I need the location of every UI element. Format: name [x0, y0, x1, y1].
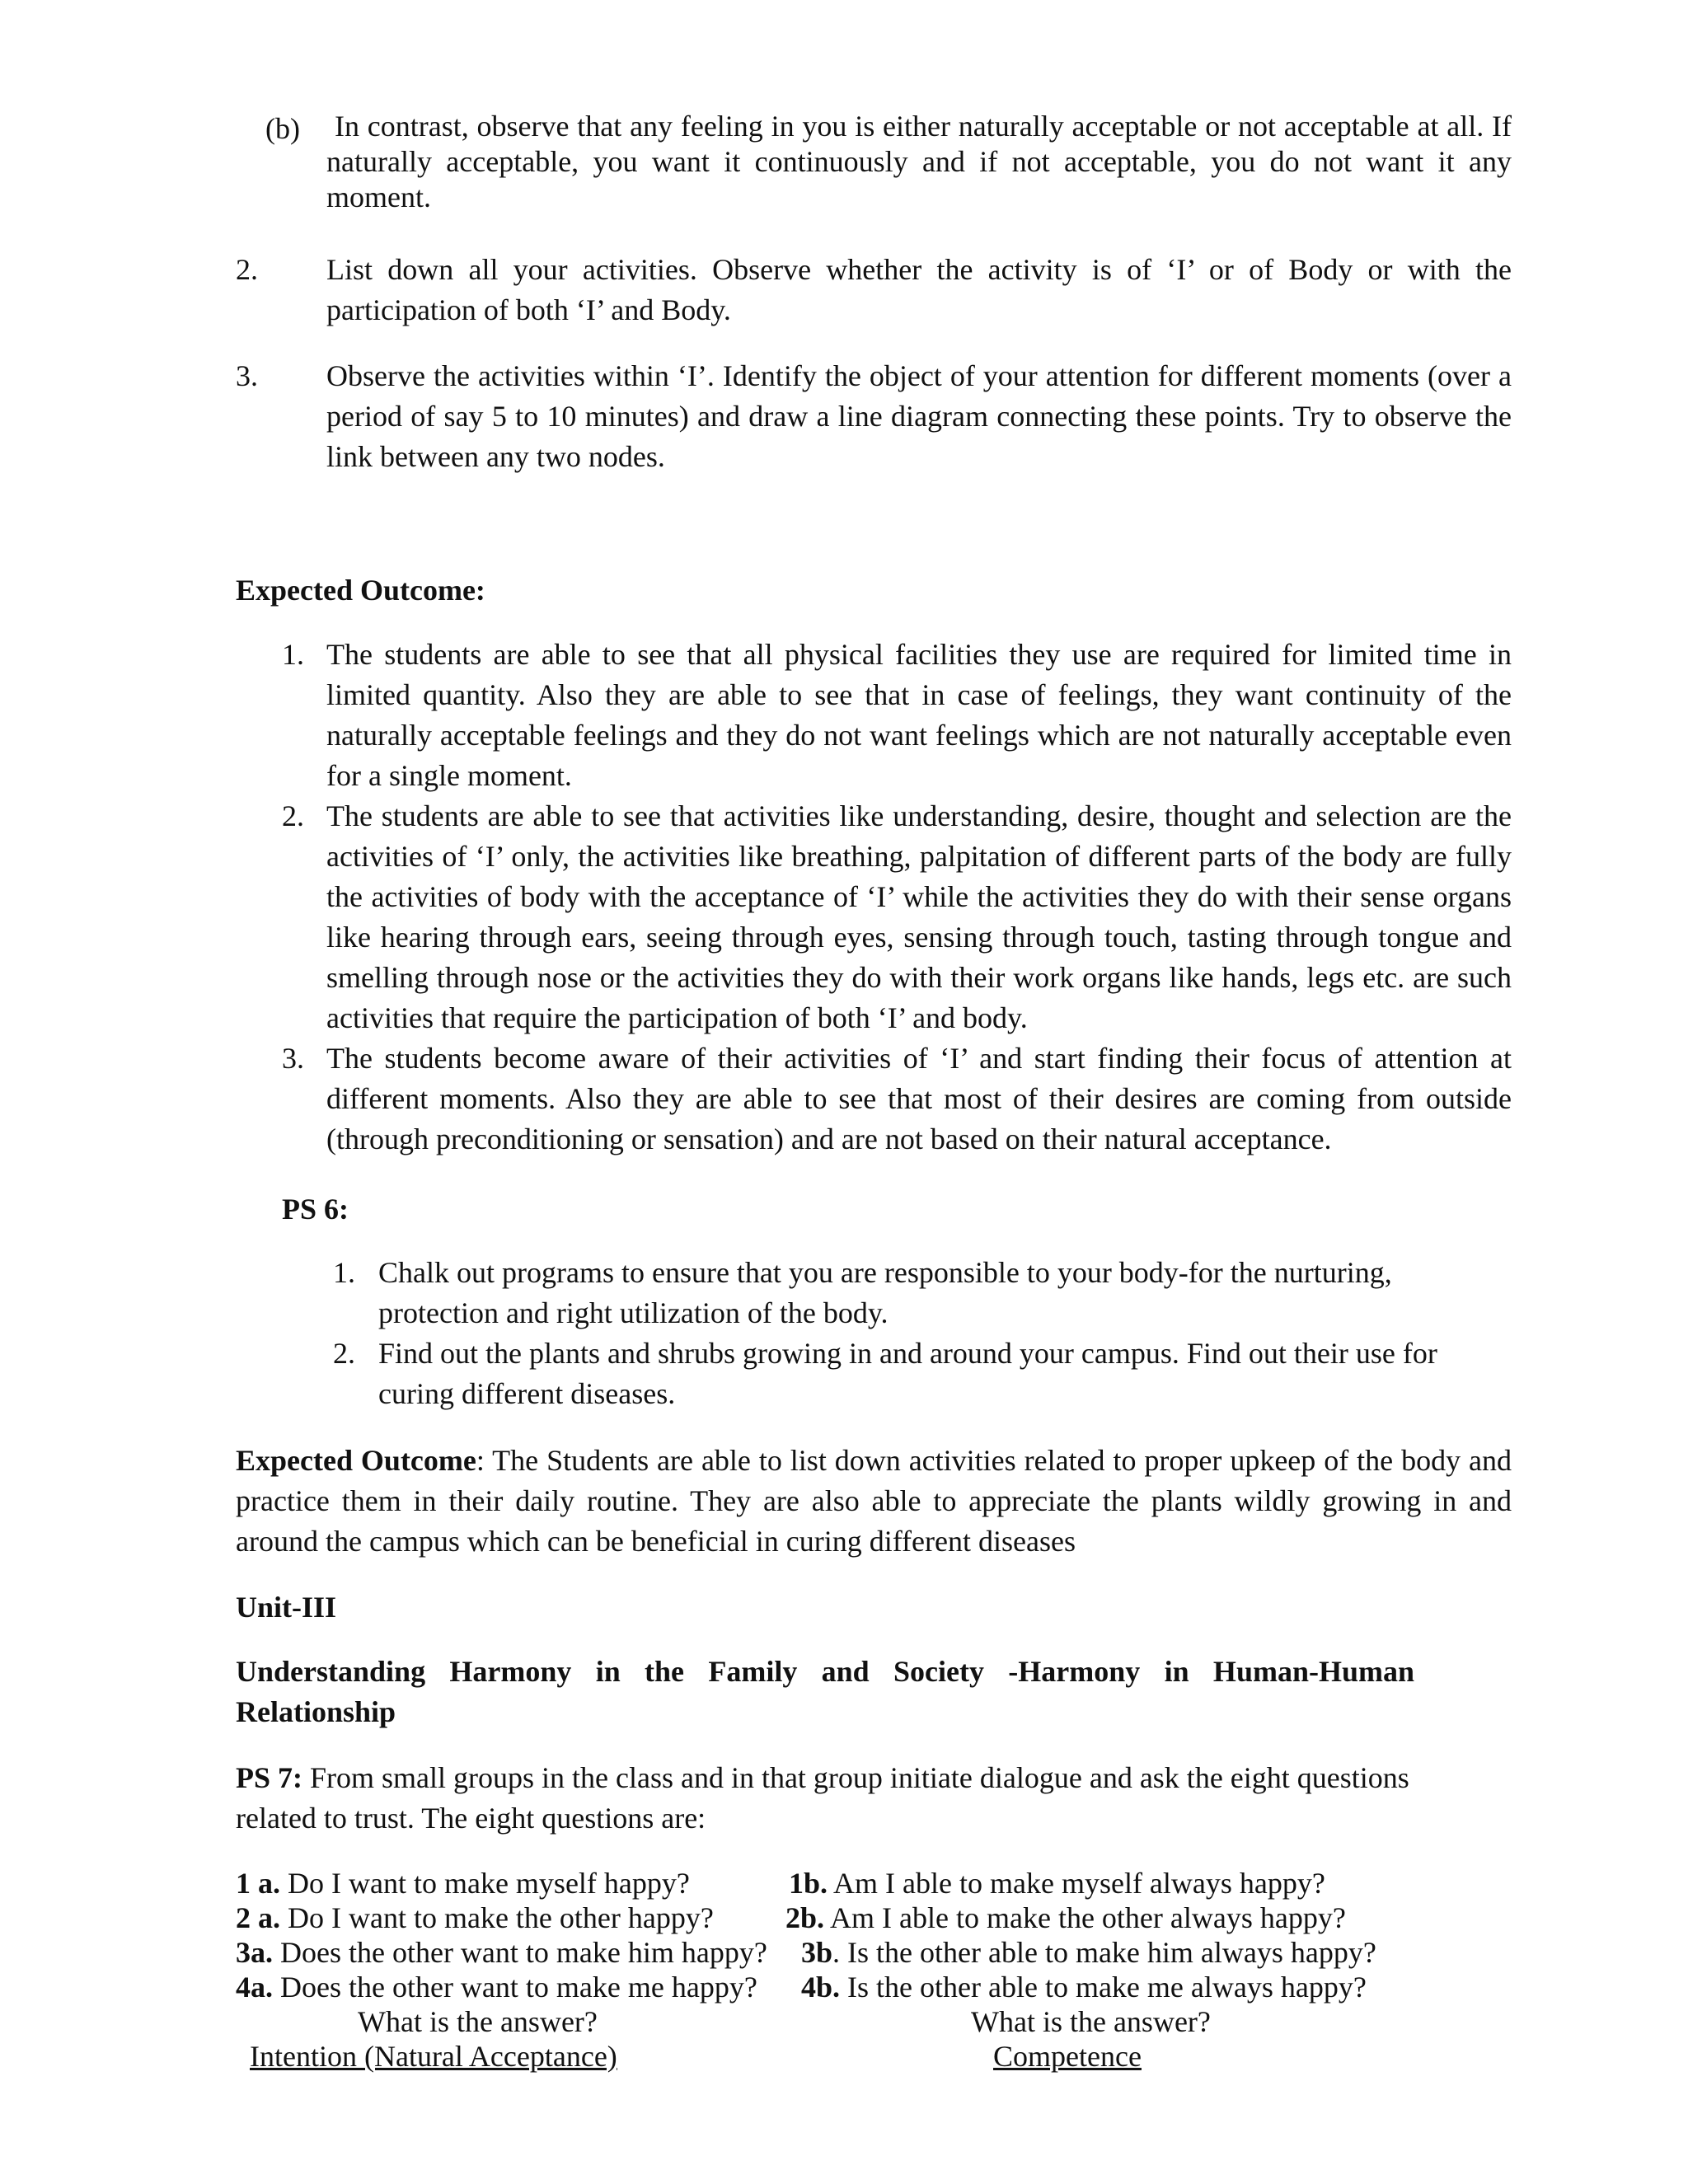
ps7-text: From small groups in the class and in that group initiate dialogue and ask the eight questions related to trust. The eight questions are: [236, 1761, 1409, 1835]
list-text: The students become aware of their activities of ‘I’ and start finding their focus of attention at different moments. Also they are able to see that most of their desires are coming from outside (through preconditioning or sensation) and are not based on their natural acceptance. [326, 1042, 1512, 1155]
item-label: (b) [265, 112, 300, 145]
question-row [236, 1935, 767, 1970]
list-text: The students are able to see that activities like understanding, desire, thought and selection are the activities of ‘I’ only, the activities like breathing, palpitation of different parts of the body are fully the activities of body with the acceptance of ‘I’ while the activities they do with their sense organs like hearing through ears, seeing through eyes, sensing through touch, tasting through tongue and smelling through nose or the activities they do with their work organs like hands, legs etc. are such activities that require the participation of both ‘I’ and body. [326, 799, 1512, 1034]
question-text: . Is the other able to make him always happy? [832, 1936, 1376, 1969]
question-row [801, 1970, 1367, 2004]
question-text: Does the other want to make me happy? [273, 1971, 757, 2004]
list-number: 1. [282, 638, 304, 671]
question-row [236, 1866, 690, 1900]
list-text: Find out the plants and shrubs growing in and around your campus. Find out their use for curing different diseases. [378, 1337, 1437, 1410]
intention-caption: Intention (Natural Acceptance) [250, 2040, 617, 2073]
question-text: Am I able to make myself always happy? [828, 1867, 1325, 1900]
question-label: 2 a. [236, 1901, 280, 1934]
right-answer-prompt: What is the answer? [971, 2005, 1211, 2038]
question-text: Does the other want to make him happy? [273, 1936, 767, 1969]
section-heading: Expected Outcome: [236, 574, 485, 607]
list-text: Chalk out programs to ensure that you are responsible to your body-for the nurturing, protection and right utilization of the body. [378, 1256, 1392, 1329]
question-row [789, 1866, 1325, 1900]
question-label: 1 a. [236, 1867, 280, 1900]
ps7-paragraph [236, 1758, 1497, 1839]
item-text: List down all your activities. Observe whether the activity is of ‘I’ or of Body or with the participation of both ‘I’ and Body. [326, 253, 1512, 326]
left-answer-prompt: What is the answer? [358, 2005, 598, 2038]
question-label: 1b. [789, 1867, 828, 1900]
question-row [801, 1935, 1376, 1970]
item-label: 2. [236, 253, 258, 286]
item-text: Observe the activities within ‘I’. Identify the object of your attention for different moments (over a period of say 5 to 10 minutes) and draw a line diagram connecting these points. Try to observe the link between any two nodes. [326, 359, 1512, 473]
item-label: 3. [236, 359, 258, 392]
question-text: Do I want to make the other happy? [280, 1901, 714, 1934]
expected-outcome-text: : The Students are able to list down activities related to proper upkeep of the body and practice them in their daily routine. They are also able to appreciate the plants wildly growing in and around the campus which can be beneficial in curing different diseases [236, 1444, 1512, 1558]
question-text: Am I able to make the other always happy? [824, 1901, 1346, 1934]
unit-title: Unit-III [236, 1591, 337, 1624]
list-text: The students are able to see that all physical facilities they use are required for limited time in limited quantity. Also they are able to see that in case of feelings, they want continuity of the naturally acceptable feelings and they do not want feelings which are not naturally acceptable even for a single moment. [326, 638, 1512, 792]
expected-outcome-label: Expected Outcome [236, 1444, 476, 1477]
ps6-heading: PS 6: [282, 1193, 349, 1226]
competence-caption: Competence [993, 2040, 1142, 2073]
question-text: Do I want to make myself happy? [280, 1867, 690, 1900]
unit-subtitle: Understanding Harmony in the Family and Society -Harmony in Human-Human Relationship [236, 1655, 1414, 1728]
question-label: 3a. [236, 1936, 273, 1969]
question-label: 4b. [801, 1971, 841, 2004]
question-row [785, 1900, 1346, 1935]
ps7-label: PS 7: [236, 1761, 302, 1794]
list-number: 2. [333, 1337, 355, 1370]
list-number: 3. [282, 1042, 304, 1075]
list-number: 1. [333, 1256, 355, 1289]
question-label: 4a. [236, 1971, 273, 2004]
question-row [236, 1970, 757, 2004]
question-label: 3b [801, 1936, 833, 1969]
question-text: Is the other able to make me always happy? [840, 1971, 1367, 2004]
expected-outcome-paragraph [236, 1441, 1512, 1562]
item-text: In contrast, observe that any feeling in you is either naturally acceptable or not acceptable at all. If naturally acceptable, you want it continuously and if not acceptable, you do not want it any moment. [326, 110, 1512, 213]
question-row [236, 1900, 714, 1935]
question-label: 2b. [785, 1901, 825, 1934]
list-number: 2. [282, 799, 304, 832]
